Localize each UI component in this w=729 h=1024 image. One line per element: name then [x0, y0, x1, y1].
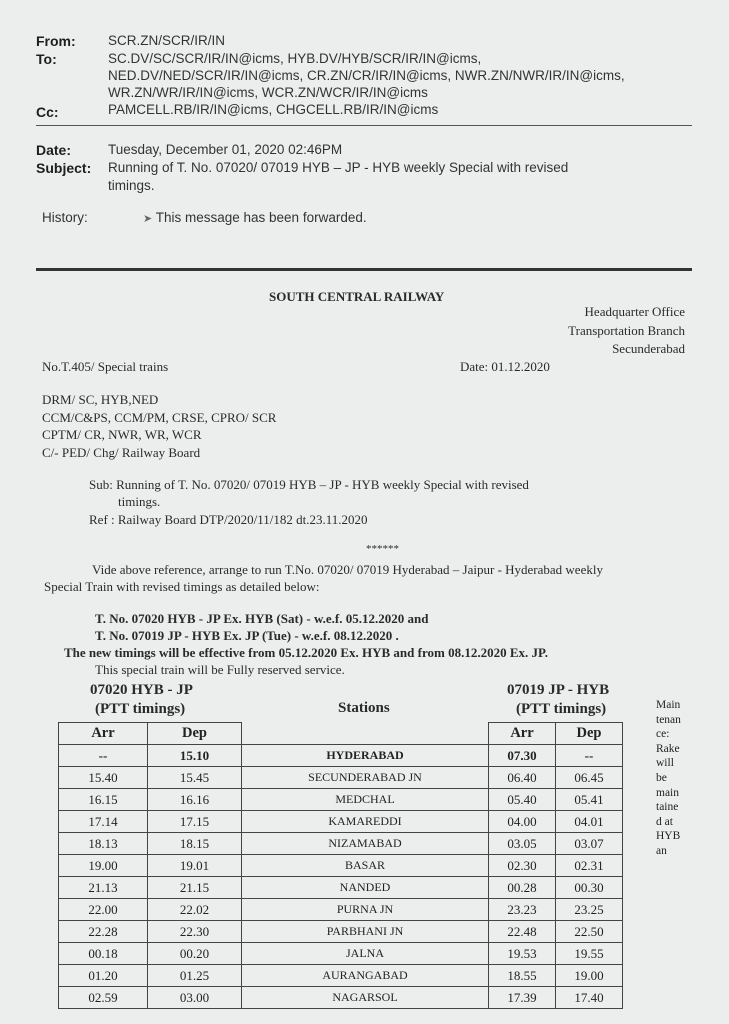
left-dep-cell: 22.02: [148, 899, 242, 921]
date-label: Date:: [36, 142, 72, 158]
cc-value: PAMCELL.RB/IR/IN@icms, CHGCELL.RB/IR/IN@icms: [108, 102, 439, 117]
left-dep-cell: 17.15: [148, 811, 242, 833]
station-cell: NANDED: [242, 877, 489, 899]
right-dep-cell: 23.25: [556, 899, 623, 921]
timetable-body: [59, 745, 623, 1009]
office-line-1: Headquarter Office: [584, 304, 685, 319]
left-ptt-label: (PTT timings): [95, 701, 186, 717]
right-arr-cell: 06.40: [489, 767, 556, 789]
to-line-1: SC.DV/SC/SCR/IR/IN@icms, HYB.DV/HYB/SCR/IR/IN@icms,: [108, 51, 482, 66]
left-arr-cell: 16.15: [59, 789, 148, 811]
train-line-1: T. No. 07020 HYB - JP Ex. HYB (Sat) - w.e.f. 05.12.2020 and: [95, 611, 429, 626]
right-arr-cell: 19.53: [489, 943, 556, 965]
reserved-line: This special train will be Fully reserved service.: [95, 662, 345, 677]
station-cell: NIZAMABAD: [242, 833, 489, 855]
left-dep-cell: 00.20: [148, 943, 242, 965]
left-dep-cell: 03.00: [148, 987, 242, 1009]
header-divider: [36, 125, 692, 126]
ref-line: Ref : Railway Board DTP/2020/11/182 dt.23.11.2020: [89, 512, 368, 527]
station-cell: HYDERABAD: [242, 745, 489, 767]
right-dep-cell: 19.00: [556, 965, 623, 987]
table-row: [59, 789, 623, 811]
office-block: [480, 303, 685, 359]
recipient-1: DRM/ SC, HYB,NED: [42, 392, 159, 407]
right-arr-cell: 23.23: [489, 899, 556, 921]
right-dep-cell: 00.30: [556, 877, 623, 899]
right-dep-cell: 19.55: [556, 943, 623, 965]
station-cell: SECUNDERABAD JN: [242, 767, 489, 789]
left-dep-cell: 15.10: [148, 745, 242, 767]
left-arr-cell: 22.00: [59, 899, 148, 921]
left-arr-cell: 21.13: [59, 877, 148, 899]
left-dep-cell: 01.25: [148, 965, 242, 987]
left-arr-cell: 19.00: [59, 855, 148, 877]
letter-date: Date: 01.12.2020: [460, 359, 550, 374]
left-dep-cell: 18.15: [148, 833, 242, 855]
maintenance-note: Maintenance: Rake will be maintained at HYB an: [656, 699, 681, 857]
right-arr-cell: 03.05: [489, 833, 556, 855]
right-arr-cell: 04.00: [489, 811, 556, 833]
station-cell: PARBHANI JN: [242, 921, 489, 943]
subject-label: Subject:: [36, 160, 92, 176]
station-cell: AURANGABAD: [242, 965, 489, 987]
timetable-header-row: [59, 723, 623, 745]
table-row: [59, 899, 623, 921]
left-dep-cell: 19.01: [148, 855, 242, 877]
right-arr-cell: 18.55: [489, 965, 556, 987]
timetable: [58, 722, 623, 1009]
station-cell: KAMAREDDI: [242, 811, 489, 833]
left-arr-cell: 15.40: [59, 767, 148, 789]
sub-line-2: timings.: [118, 494, 161, 509]
right-arr-cell: 17.39: [489, 987, 556, 1009]
table-row: [59, 921, 623, 943]
right-arr-cell: 05.40: [489, 789, 556, 811]
right-dep-cell: 02.31: [556, 855, 623, 877]
table-row: [59, 987, 623, 1009]
effective-line: The new timings will be effective from 05.12.2020 Ex. HYB and from 08.12.2020 Ex. JP.: [64, 645, 548, 660]
office-line-2: Transportation Branch: [568, 322, 685, 338]
stars-separator: ******: [366, 543, 399, 555]
timetable-grid: [58, 722, 623, 1009]
left-dep-cell: 15.45: [148, 767, 242, 789]
stations-header: Stations: [338, 700, 390, 716]
recipient-2: CCM/C&PS, CCM/PM, CRSE, CPRO/ SCR: [42, 409, 277, 425]
from-value: SCR.ZN/SCR/IR/IN: [108, 33, 226, 48]
left-arr-cell: --: [59, 745, 148, 767]
left-arr-header: Arr: [59, 723, 148, 745]
left-dep-cell: 22.30: [148, 921, 242, 943]
right-dep-cell: --: [556, 745, 623, 767]
table-row: [59, 943, 623, 965]
body-line-2: Special Train with revised timings as detailed below:: [44, 579, 320, 594]
right-dep-cell: 03.07: [556, 833, 623, 855]
right-dep-cell: 05.41: [556, 789, 623, 811]
left-arr-cell: 01.20: [59, 965, 148, 987]
right-arr-cell: 22.48: [489, 921, 556, 943]
to-label: To:: [36, 51, 57, 67]
recipient-4: C/- PED/ Chg/ Railway Board: [42, 444, 201, 460]
cc-label: Cc:: [36, 104, 59, 120]
station-cell: JALNA: [242, 943, 489, 965]
subject-line-1: Running of T. No. 07020/ 07019 HYB – JP - HYB weekly Special with revised: [108, 160, 569, 175]
left-dep-cell: 21.15: [148, 877, 242, 899]
table-row: [59, 965, 623, 987]
history-label: History:: [42, 210, 88, 225]
right-arr-cell: 07.30: [489, 745, 556, 767]
station-cell: NAGARSOL: [242, 987, 489, 1009]
org-name: SOUTH CENTRAL RAILWAY: [269, 289, 445, 304]
table-row: [59, 833, 623, 855]
right-ptt-label: (PTT timings): [516, 701, 607, 717]
table-row: [59, 745, 623, 767]
right-dep-cell: 22.50: [556, 921, 623, 943]
right-arr-cell: 02.30: [489, 855, 556, 877]
to-line-2: NED.DV/NED/SCR/IR/IN@icms, CR.ZN/CR/IR/IN@icms, NWR.ZN/NWR/IR/IN@icms,: [108, 68, 625, 83]
letter-divider: [36, 268, 692, 271]
recipients: [42, 391, 276, 461]
subject-line-2: timings.: [108, 178, 155, 193]
history-value-wrap: [143, 210, 367, 225]
body-line-1: Vide above reference, arrange to run T.No. 07020/ 07019 Hyderabad – Jaipur - Hyderabad weekly: [92, 562, 603, 577]
left-arr-cell: 22.28: [59, 921, 148, 943]
left-arr-cell: 17.14: [59, 811, 148, 833]
to-line-3: WR.ZN/WR/IR/IN@icms, WCR.ZN/WCR/IR/IN@icms: [108, 85, 428, 100]
left-train-title: 07020 HYB - JP: [90, 682, 193, 698]
recipient-3: CPTM/ CR, NWR, WR, WCR: [42, 427, 202, 442]
sub-line-1: Sub: Running of T. No. 07020/ 07019 HYB – JP - HYB weekly Special with revised: [89, 477, 529, 492]
table-row: [59, 811, 623, 833]
stations-header-cell: [242, 723, 489, 745]
left-arr-cell: 02.59: [59, 987, 148, 1009]
right-dep-cell: 17.40: [556, 987, 623, 1009]
left-dep-header: Dep: [148, 723, 242, 745]
right-dep-cell: 06.45: [556, 767, 623, 789]
table-row: [59, 767, 623, 789]
left-arr-cell: 18.13: [59, 833, 148, 855]
right-dep-cell: 04.01: [556, 811, 623, 833]
right-arr-cell: 00.28: [489, 877, 556, 899]
forward-icon: ➤: [143, 213, 153, 225]
table-row: [59, 877, 623, 899]
office-line-3: Secunderabad: [612, 341, 685, 356]
left-arr-cell: 00.18: [59, 943, 148, 965]
station-cell: PURNA JN: [242, 899, 489, 921]
right-train-title: 07019 JP - HYB: [507, 682, 610, 698]
train-line-2: T. No. 07019 JP - HYB Ex. JP (Tue) - w.e.f. 08.12.2020 .: [95, 628, 399, 643]
ref-number: No.T.405/ Special trains: [42, 359, 169, 374]
table-row: [59, 855, 623, 877]
from-label: From:: [36, 33, 76, 49]
date-value: Tuesday, December 01, 2020 02:46PM: [108, 142, 343, 157]
station-cell: BASAR: [242, 855, 489, 877]
left-dep-cell: 16.16: [148, 789, 242, 811]
history-value: This message has been forwarded.: [155, 210, 367, 225]
right-dep-header: Dep: [556, 723, 623, 745]
right-arr-header: Arr: [489, 723, 556, 745]
station-cell: MEDCHAL: [242, 789, 489, 811]
